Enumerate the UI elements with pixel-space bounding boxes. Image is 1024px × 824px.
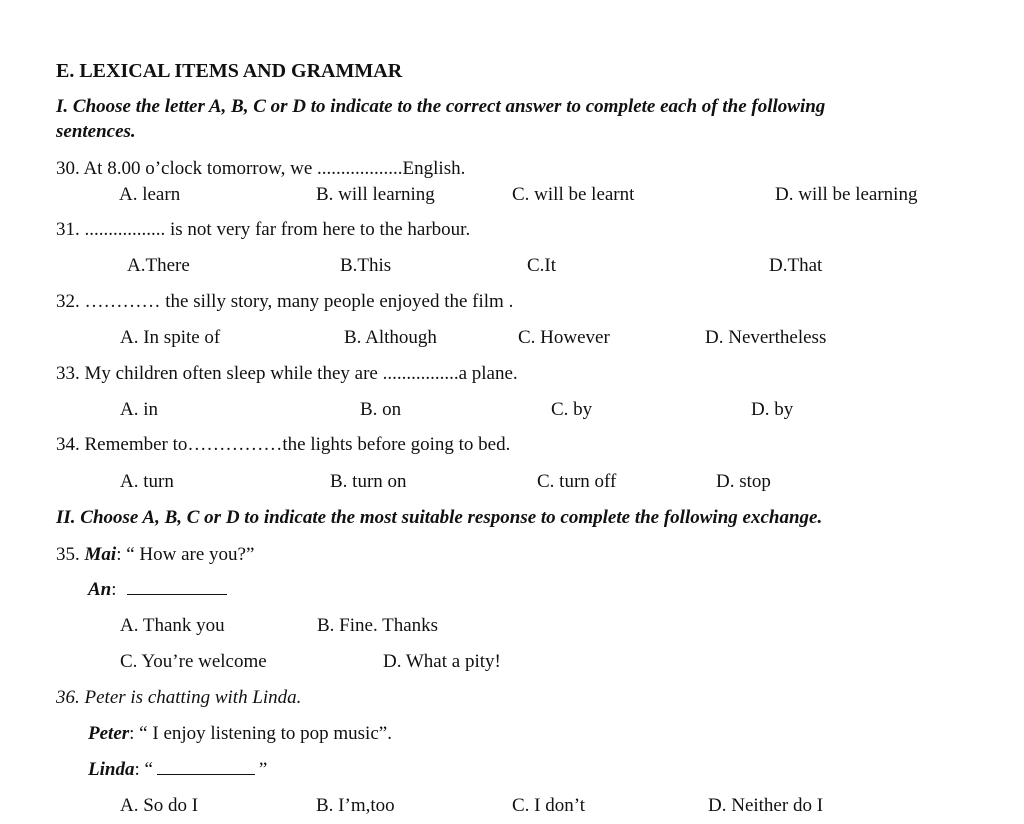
q35-answer-blank xyxy=(127,580,227,595)
q30-stem: 30. At 8.00 o’clock tomorrow, we ..................English. xyxy=(56,158,466,179)
q36-option-c: C. I don’t xyxy=(512,795,586,816)
q30-option-c: C. will be learnt xyxy=(512,184,635,205)
q32-stem: 32. ………… the silly story, many people enjoyed the film . xyxy=(56,291,514,312)
q33-stem: 33. My children often sleep while they are ................a plane. xyxy=(56,363,518,384)
q33-option-c: C. by xyxy=(551,399,593,420)
q36-option-d: D. Neither do I xyxy=(708,795,824,816)
q31-stem: 31. ................. is not very far from here to the harbour. xyxy=(56,219,471,240)
q34-option-b: B. turn on xyxy=(330,471,407,492)
q33-option-a: A. in xyxy=(120,399,158,420)
q36-speech-linda-close: ” xyxy=(258,759,268,780)
q34-option-a: A. turn xyxy=(120,471,174,492)
q36-stem: 36. Peter is chatting with Linda. xyxy=(56,687,302,708)
section-title: E. LEXICAL ITEMS AND GRAMMAR xyxy=(56,60,403,82)
q36-line1 xyxy=(88,722,392,746)
q36-option-b: B. I’m,too xyxy=(316,795,395,816)
q32-option-c: C. However xyxy=(518,327,610,348)
q34-option-d: D. stop xyxy=(716,471,771,492)
q35-speech-mai: : “ How are you?” xyxy=(116,544,255,565)
q34-stem: 34. Remember to……………the lights before going to bed. xyxy=(56,434,511,455)
q31-option-d: D.That xyxy=(769,255,823,276)
q31-option-c: C.It xyxy=(527,255,557,276)
q35-line2 xyxy=(88,578,227,602)
q32-option-d: D. Nevertheless xyxy=(705,327,827,348)
q35-option-c: C. You’re welcome xyxy=(120,651,267,672)
q35-line1 xyxy=(56,543,254,567)
q34-option-c: C. turn off xyxy=(537,471,617,492)
q36-option-a: A. So do I xyxy=(120,795,199,816)
q36-speaker-peter: Peter xyxy=(88,723,130,744)
q35-speech-an: : xyxy=(111,579,117,600)
q33-option-b: B. on xyxy=(360,399,402,420)
q32-option-b: B. Although xyxy=(344,327,437,348)
q31-option-b: B.This xyxy=(340,255,392,276)
q36-speaker-linda: Linda xyxy=(88,759,135,780)
q30-option-d: D. will be learning xyxy=(775,184,918,205)
part1-instruction-line2: sentences. xyxy=(56,121,136,142)
q31-option-a: A.There xyxy=(127,255,190,276)
part2-instruction: II. Choose A, B, C or D to indicate the most suitable response to complete the following exchange. xyxy=(56,507,823,528)
q35-number: 35. xyxy=(56,544,80,565)
q35-option-a: A. Thank you xyxy=(120,615,225,636)
q36-answer-blank xyxy=(157,760,255,775)
q35-option-b: B. Fine. Thanks xyxy=(317,615,439,636)
q35-speaker-mai: Mai xyxy=(84,544,117,565)
q32-option-a: A. In spite of xyxy=(120,327,221,348)
q30-option-b: B. will learning xyxy=(316,184,435,205)
part1-instruction-line1: I. Choose the letter A, B, C or D to indicate to the correct answer to complete each of the following xyxy=(56,96,826,117)
q36-speech-linda-open: : “ xyxy=(134,759,153,780)
q35-speaker-an: An xyxy=(88,579,112,600)
q36-speech-peter: : “ I enjoy listening to pop music”. xyxy=(129,723,392,744)
q36-line2 xyxy=(88,758,267,782)
q33-option-d: D. by xyxy=(751,399,794,420)
q35-option-d: D. What a pity! xyxy=(383,651,501,672)
q30-option-a: A. learn xyxy=(119,184,181,205)
